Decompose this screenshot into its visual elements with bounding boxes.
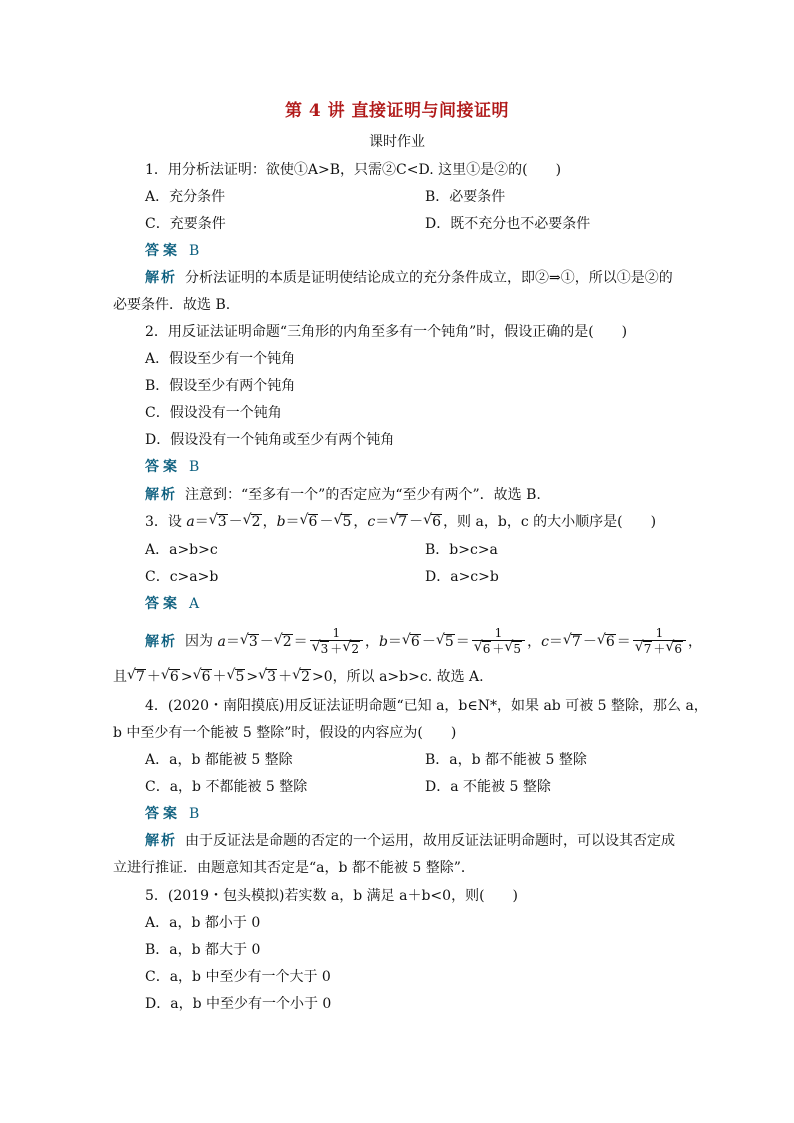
- question-2-option-d: D．假设没有一个钝角或至少有两个钝角: [145, 432, 395, 448]
- question-3-option-c: C．c>a>b: [145, 569, 219, 585]
- answer-value: B: [189, 459, 200, 475]
- question-3-option-d: D．a>c>b: [425, 569, 499, 585]
- question-5-option-d: D．a，b 中至少有一个小于 0: [145, 996, 332, 1012]
- question-3-option-a: A．a>b>c: [145, 542, 218, 558]
- analysis-label: 解析: [145, 833, 177, 849]
- question-5-option-a: A．a，b 都小于 0: [145, 915, 261, 931]
- question-3-option-b: B．b>c>a: [425, 542, 498, 558]
- page-title: 第 4 讲 直接证明与间接证明: [284, 101, 510, 121]
- answer-value: A: [189, 596, 200, 612]
- question-2-answer: [145, 457, 199, 477]
- question-4-stem-cont: b 中至少有一个能被 5 整除”时，假设的内容应为( ): [113, 725, 457, 741]
- question-4-answer: [145, 804, 199, 824]
- question-1-option-d: D．既不充分也不必要条件: [425, 216, 591, 232]
- question-4-option-b: B．a，b 都不能被 5 整除: [425, 752, 587, 768]
- analysis-text: 由于反证法是命题的否定的一个运用，故用反证法证明命题时，可以设其否定成: [185, 833, 675, 849]
- question-1-stem: 1．用分析法证明：欲使①A>B，只需②C<D. 这里①是②的( ): [145, 162, 562, 178]
- question-1-option-c: C．充要条件: [145, 216, 226, 232]
- question-3-expressions: a＝ √ 3 － √ 2 ，b＝ √ 6 － √ 5 ，c＝ √ 7 － √ 6: [186, 512, 442, 530]
- answer-label: 答案: [145, 596, 181, 612]
- answer-label: 答案: [145, 459, 181, 475]
- question-3-stem: 3．设 a＝ √ 3 － √ 2 ，b＝ √ 6 － √ 5 ，c＝ √ 7 － √ 6 ，则 a，b，c 的大小顺序是( ): [145, 512, 657, 530]
- answer-label: 答案: [145, 806, 181, 822]
- analysis-text: 分析法证明的本质是证明使结论成立的充分条件成立，即②⇒①，所以①是②的: [185, 270, 673, 286]
- question-5-option-b: B．a，b 都大于 0: [145, 942, 261, 958]
- question-5-stem: 5．(2019・包头模拟)若实数 a，b 满足 a＋b<0，则( ): [145, 888, 518, 904]
- analysis-label: 解析: [145, 270, 177, 286]
- question-3-analysis-cont: 且 √ 7 ＋ √ 6 > √ 6 ＋ √ 5 > √ 3 ＋ √ 2 >0，所以 a>b>c. 故选 A.: [113, 667, 484, 685]
- question-5-option-c: C．a，b 中至少有一个大于 0: [145, 969, 331, 985]
- page-subtitle: 课时作业: [369, 134, 425, 150]
- question-4-option-d: D．a 不能被 5 整除: [425, 779, 551, 795]
- question-2-option-b: B．假设至少有两个钝角: [145, 378, 296, 394]
- analysis-text: 注意到：“至多有一个”的否定应为“至少有两个”．故选 B.: [185, 487, 541, 503]
- question-2-option-c: C．假设没有一个钝角: [145, 405, 282, 421]
- question-2-analysis: [145, 485, 541, 505]
- question-3-analysis: 解析 因为 a＝ √ 3 － √ 2 ＝ 1 √ 3 ＋ √ 2 ，b＝ √ 6 － √ 5 ＝ 1 √ 6 ＋ √ 5 ，c＝ √ 7 － √ 6 ＝ 1 √ 7 ＋ √ 6 ，: [145, 626, 703, 656]
- question-4-stem: 4．(2020・南阳摸底)用反证法证明命题“已知 a，b∈N*，如果 ab 可被 5 整除，那么 a，: [145, 698, 708, 714]
- question-1-option-a: A．充分条件: [145, 189, 226, 205]
- question-4-option-c: C．a，b 不都能被 5 整除: [145, 779, 308, 795]
- question-1-analysis: [145, 268, 673, 288]
- question-1-answer: [145, 241, 199, 261]
- question-4-analysis-cont: 立进行推证．由题意知其否定是“a，b 都不能被 5 整除”．: [113, 860, 475, 876]
- analysis-label: 解析: [145, 633, 177, 650]
- answer-value: B: [189, 806, 200, 822]
- question-4-option-a: A．a，b 都能被 5 整除: [145, 752, 293, 768]
- question-4-analysis: [145, 831, 675, 851]
- question-3-analysis-formula: a＝ √ 3 － √ 2 ＝ 1 √ 3 ＋ √ 2 ，b＝ √ 6 － √ 5 ＝ 1 √ 6 ＋ √ 5 ，c＝ √ 7 － √ 6 ＝ 1 √ 7 ＋ √ 6 ，: [217, 626, 703, 656]
- question-2-option-a: A．假设至少有一个钝角: [145, 351, 296, 367]
- question-1-option-b: B．必要条件: [425, 189, 506, 205]
- question-2-stem: 2．用反证法证明命题“三角形的内角至多有一个钝角”时，假设正确的是( ): [145, 324, 628, 340]
- answer-value: B: [189, 243, 200, 259]
- analysis-label: 解析: [145, 487, 177, 503]
- answer-label: 答案: [145, 243, 181, 259]
- question-1-analysis-cont: 必要条件．故选 B.: [113, 297, 231, 313]
- question-3-answer: [145, 594, 199, 614]
